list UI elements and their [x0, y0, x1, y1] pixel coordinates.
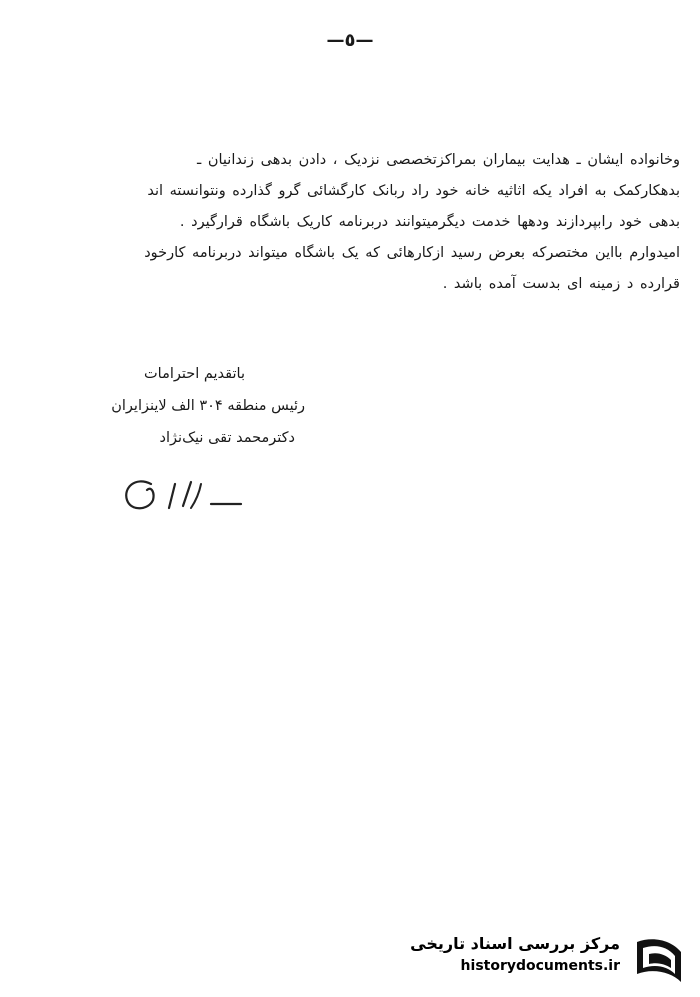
archive-logo-icon — [631, 934, 687, 988]
archive-footer — [410, 930, 695, 992]
closing-block — [5, 358, 305, 454]
letter-body — [20, 145, 680, 300]
sender-position: رئیس منطقه ۳۰۴ الف لاینزایران — [111, 398, 305, 414]
body-line: وخانواده ایشان ـ هدایت بیماران بمراکزتخصصی نزدیک ، دادن بدهی زندانیان ـ — [197, 152, 680, 168]
body-line: بدهی خود رابپردازند ودهها خدمت دیگرمیتوانند دربرنامه کاریک باشگاه قرارگیرد . — [179, 214, 680, 230]
handwritten-signature — [115, 470, 255, 520]
body-line: قرارده د زمینه ای بدست آمده باشد . — [442, 276, 680, 292]
body-line: بدهکارکمک به افراد یکه اثاثیه خانه خود راد ربانک کارگشائی گرو گذارده ونتوانسته اند — [147, 183, 680, 199]
sender-name: دکترمحمد تقی نیک‌نژاد — [159, 430, 295, 446]
archive-title: مرکز بررسی اسناد تاریخی — [410, 934, 620, 953]
closing-regards: باتقدیم احترامات — [144, 366, 245, 382]
body-line: امیدوارم بااین مختصرکه بعرض رسید ازکارهائی که یک باشگاه میتواند دربرنامه کارخود — [144, 245, 680, 261]
archive-url[interactable]: historydocuments.ir — [460, 958, 620, 974]
page-number: —٥— — [326, 30, 374, 51]
